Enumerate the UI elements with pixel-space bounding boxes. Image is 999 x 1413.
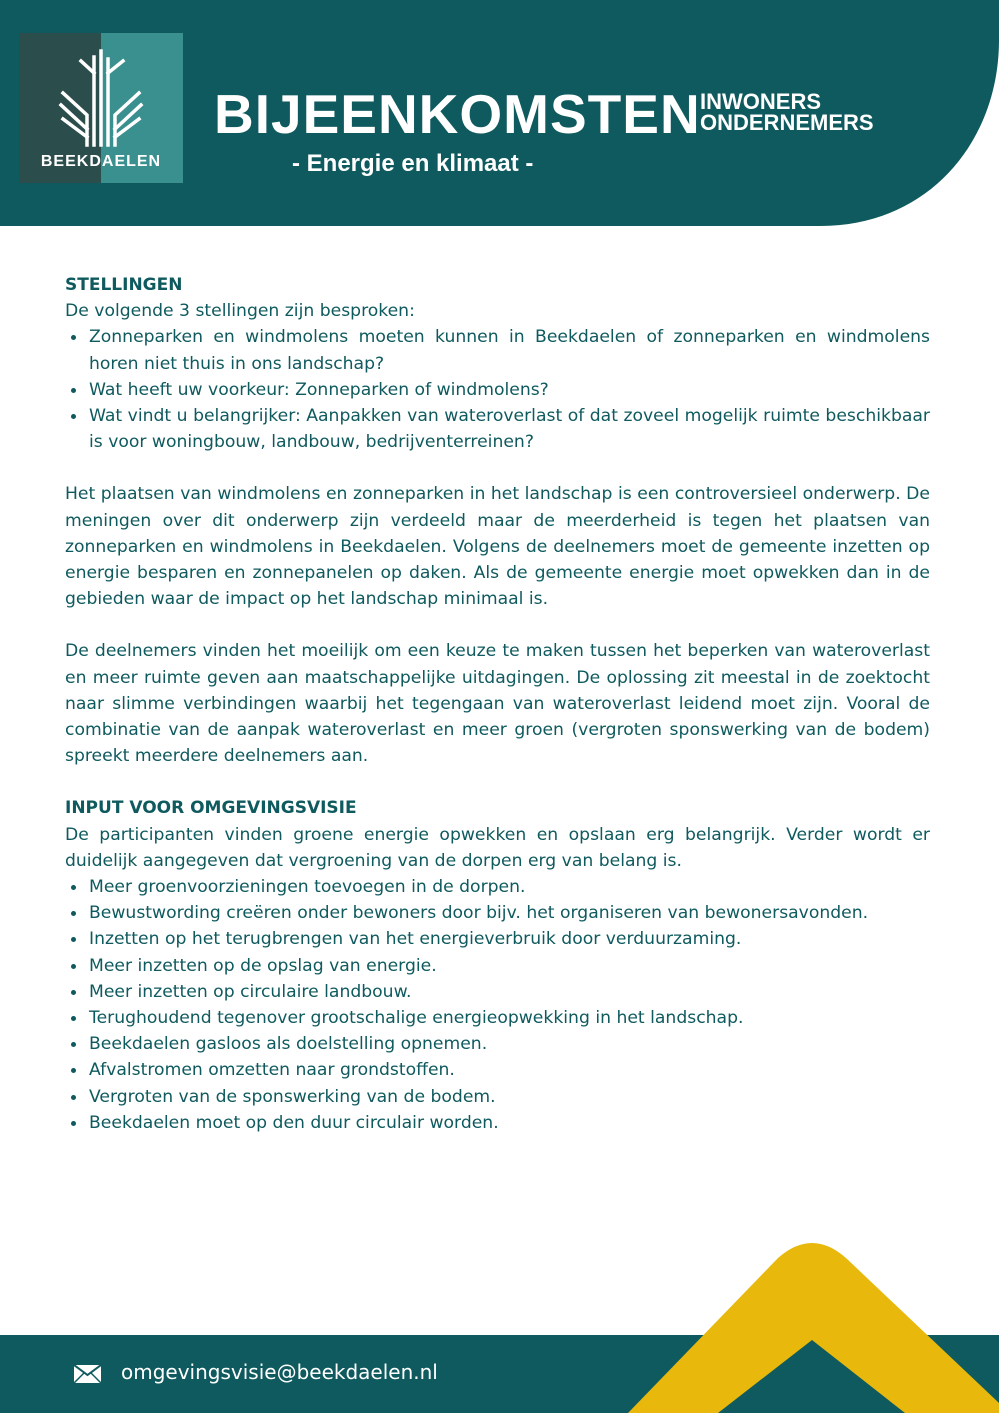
page-title: BIJEENKOMSTEN <box>214 83 701 145</box>
stellingen-list <box>65 324 930 455</box>
list-item: Wat vindt u belangrijker: Aanpakken van wateroverlast of dat zoveel mogelijk ruimte beschikbaar is voor woningbouw, landbouw, bedrijventerreinen? <box>65 403 930 455</box>
section-intro: De volgende 3 stellingen zijn besproken: <box>65 301 415 322</box>
list-item: Afvalstromen omzetten naar grondstoffen. <box>65 1057 930 1083</box>
list-item: Vergroten van de sponswerking van de bodem. <box>65 1084 930 1110</box>
beekdaelen-logo[interactable] <box>19 33 183 183</box>
contact-email-link[interactable]: omgevingsvisie@beekdaelen.nl <box>121 1360 438 1384</box>
list-item: Meer groenvoorzieningen toevoegen in de dorpen. <box>65 874 930 900</box>
list-item: Meer inzetten op circulaire landbouw. <box>65 979 930 1005</box>
section-heading-stellingen: STELLINGEN <box>65 275 183 295</box>
footer-chevron-decoration <box>0 1240 999 1413</box>
logo-text: BEEKDAELEN <box>40 153 162 170</box>
paragraph: De deelnemers vinden het moeilijk om een keuze te maken tussen het beperken van wateroverlast en meer ruimte geven aan maatschappelijke uitdagingen. De oplossing zit meestal in de zoektocht naar slimme verbindingen waarbij het tegengaan van wateroverlast leidend moet zijn. Vooral de combinatie van de aanpak wateroverlast en meer groen (vergroten sponswerking van de bodem) spreekt meerdere deelnemers aan. <box>65 641 930 767</box>
title-audience-line1: INWONERS <box>700 89 821 114</box>
mail-icon <box>74 1365 101 1383</box>
list-item: Inzetten op het terugbrengen van het energieverbruik door verduurzaming. <box>65 926 930 952</box>
list-item: Beekdaelen moet op den duur circulair worden. <box>65 1110 930 1136</box>
list-item: Bewustwording creëren onder bewoners door bijv. het organiseren van bewonersavonden. <box>65 900 930 926</box>
section-heading-input: INPUT VOOR OMGEVINGSVISIE <box>65 798 357 819</box>
list-item: Zonneparken en windmolens moeten kunnen in Beekdaelen of zonneparken en windmolens horen niet thuis in ons landschap? <box>65 324 930 376</box>
section-intro: De participanten vinden groene energie opwekken en opslaan erg belangrijk. Verder wordt er duidelijk aangegeven dat vergroening van de dorpen erg van belang is. <box>65 824 930 871</box>
paragraph: Het plaatsen van windmolens en zonneparken in het landschap is een controversieel onderwerp. De meningen over dit onderwerp zijn verdeeld maar de meerderheid is tegen het plaatsen van zonneparken en windmolens in Beekdaelen. Volgens de deelnemers moet de gemeente inzetten op energie besparen en zonnepanelen op daken. Als de gemeente energie moet opwekken dan in de gebieden waar de impact op het landschap minimaal is. <box>65 484 930 610</box>
page-subtitle: - Energie en klimaat - <box>292 150 534 177</box>
list-item: Beekdaelen gasloos als doelstelling opnemen. <box>65 1031 930 1057</box>
list-item: Wat heeft uw voorkeur: Zonneparken of windmolens? <box>65 377 930 403</box>
title-audience-line2: ONDERNEMERS <box>700 110 874 135</box>
list-item: Terughoudend tegenover grootschalige energieopwekking in het landschap. <box>65 1005 930 1031</box>
input-list <box>65 874 930 1136</box>
list-item: Meer inzetten op de opslag van energie. <box>65 953 930 979</box>
title-audience <box>700 91 874 133</box>
main-content <box>65 272 930 1136</box>
